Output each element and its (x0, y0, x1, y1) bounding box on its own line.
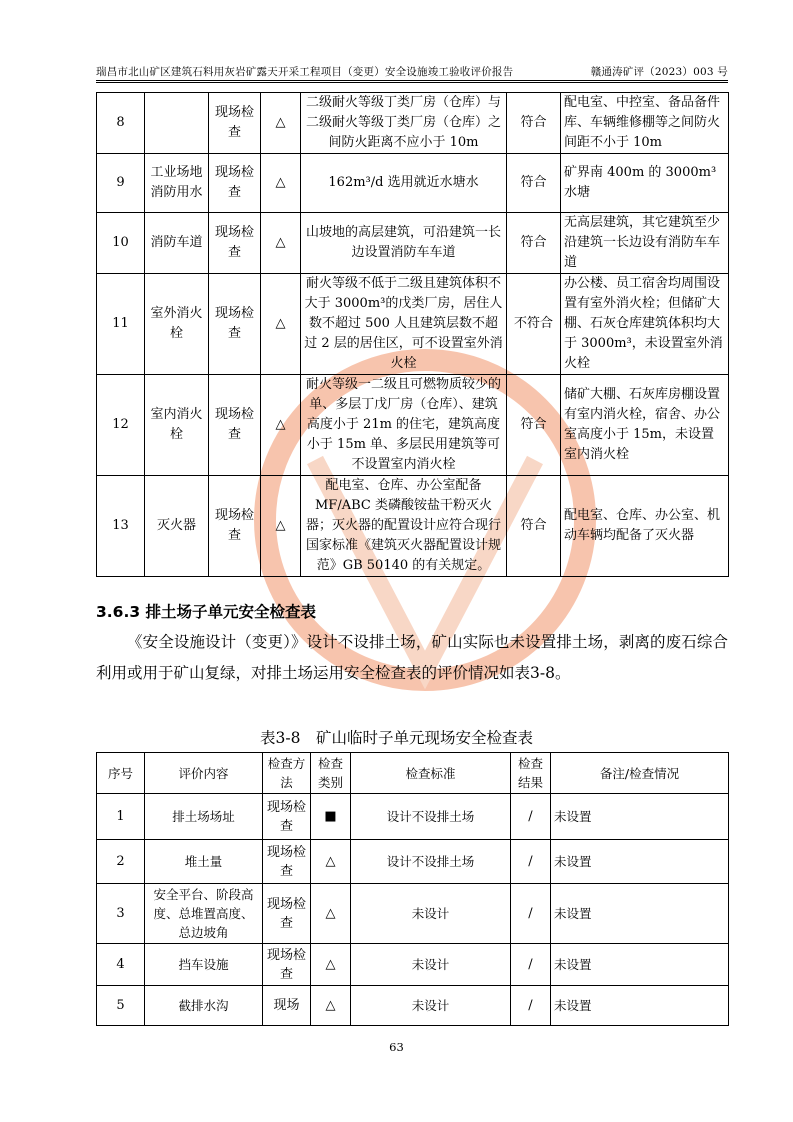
cell-note: 办公楼、员工宿舍均周围设置有室外消火栓；但储矿大棚、石灰仓库建筑体积均大于 3000m³，未设置室外消火栓 (561, 274, 729, 375)
cell-standard: 设计不设排土场 (351, 840, 511, 884)
cell-standard: 162m³/d 选用就近水塘水 (301, 154, 507, 213)
cell-item: 堆土量 (145, 840, 263, 884)
cell-method: 现场检查 (209, 375, 261, 476)
section-heading: 3.6.3 排土场子单元安全检查表 (96, 603, 317, 621)
cell-result: 不符合 (507, 274, 561, 375)
cell-item (145, 93, 209, 154)
cell-standard: 未设计 (351, 986, 511, 1026)
section-paragraph: 《安全设施设计（变更）》设计不设排土场，矿山实际也未设置排土场，剥离的废石综合利用或用于矿山复绿，对排土场运用安全检查表的评价情况如表3-8。 (96, 633, 728, 682)
table-row (97, 154, 729, 213)
cell-cls: △ (261, 154, 301, 213)
cell-standard: 二级耐火等级丁类厂房（仓库）与二级耐火等级丁类厂房（仓库）之间防火距离不应小于 10m (301, 93, 507, 154)
cell-no: 4 (97, 944, 145, 986)
cell-result: / (511, 944, 551, 986)
cell-result: 符合 (507, 476, 561, 577)
cell-standard: 耐火等级不低于二级且建筑体积不大于 3000m³的戊类厂房，居住人数不超过 500 人且建筑层数不超过 2 层的居住区，可不设置室外消火栓 (301, 274, 507, 375)
cell-no: 3 (97, 884, 145, 944)
table-row (97, 884, 729, 944)
page-number: 63 (389, 1040, 404, 1054)
column-header: 检查标准 (351, 753, 511, 794)
cell-method: 现场检查 (209, 274, 261, 375)
header-rule (96, 80, 728, 81)
dump-site-check-table (96, 752, 729, 1026)
cell-cls: △ (311, 840, 351, 884)
cell-note: 矿界南 400m 的 3000m³ 水塘 (561, 154, 729, 213)
cell-note: 未设置 (551, 840, 729, 884)
cell-result: / (511, 840, 551, 884)
cell-result: 符合 (507, 93, 561, 154)
cell-item: 室内消火栓 (145, 375, 209, 476)
cell-item: 截排水沟 (145, 986, 263, 1026)
cell-no: 11 (97, 274, 145, 375)
cell-cls: △ (311, 884, 351, 944)
cell-no: 2 (97, 840, 145, 884)
cell-no: 12 (97, 375, 145, 476)
table-row (97, 986, 729, 1026)
table-row (97, 274, 729, 375)
cell-method: 现场检查 (263, 944, 311, 986)
cell-item: 工业场地消防用水 (145, 154, 209, 213)
cell-method: 现场检查 (209, 154, 261, 213)
cell-no: 8 (97, 93, 145, 154)
fire-safety-check-table (96, 92, 729, 577)
cell-method: 现场检查 (209, 93, 261, 154)
cell-note: 配电室、仓库、办公室、机动车辆均配备了灭火器 (561, 476, 729, 577)
report-title: 瑞昌市北山矿区建筑石料用灰岩矿露天开采工程项目（变更）安全设施竣工验收评价报告 (96, 66, 514, 78)
page-header (96, 60, 728, 78)
cell-method: 现场检查 (263, 884, 311, 944)
cell-method: 现场检查 (263, 794, 311, 840)
column-header: 检查方法 (263, 753, 311, 794)
cell-standard: 山坡地的高层建筑，可沿建筑一长边设置消防车车道 (301, 213, 507, 274)
column-header: 序号 (97, 753, 145, 794)
table-row (97, 93, 729, 154)
cell-result: 符合 (507, 375, 561, 476)
column-header: 评价内容 (145, 753, 263, 794)
cell-item: 安全平台、阶段高度、总堆置高度、总边坡角 (145, 884, 263, 944)
cell-result: / (511, 794, 551, 840)
table-header-row (97, 753, 729, 794)
cell-standard: 未设计 (351, 884, 511, 944)
cell-result: 符合 (507, 154, 561, 213)
cell-no: 9 (97, 154, 145, 213)
header-rule-thin (96, 82, 728, 83)
cell-cls: △ (261, 476, 301, 577)
cell-cls: △ (311, 944, 351, 986)
column-header: 检查类别 (311, 753, 351, 794)
cell-method: 现场 (263, 986, 311, 1026)
cell-note: 未设置 (551, 944, 729, 986)
cell-result: / (511, 986, 551, 1026)
cell-cls: △ (261, 375, 301, 476)
cell-note: 未设置 (551, 884, 729, 944)
cell-no: 5 (97, 986, 145, 1026)
cell-no: 10 (97, 213, 145, 274)
cell-standard: 耐火等级一二级且可燃物质较少的单、多层丁戊厂房（仓库）、建筑高度小于 21m 的住宅，建筑高度小于 15m 单、多层民用建筑等可不设置室内消火栓 (301, 375, 507, 476)
cell-no: 13 (97, 476, 145, 577)
cell-item: 排土场场址 (145, 794, 263, 840)
table-row (97, 794, 729, 840)
cell-method: 现场检查 (209, 213, 261, 274)
table-row (97, 476, 729, 577)
cell-cls: △ (261, 93, 301, 154)
cell-note: 无高层建筑，其它建筑至少沿建筑一长边设有消防车车道 (561, 213, 729, 274)
cell-result: 符合 (507, 213, 561, 274)
table-row (97, 375, 729, 476)
cell-standard: 配电室、仓库、办公室配备 MF/ABC 类磷酸铵盐干粉灭火器；灭火器的配置设计应符合现行国家标准《建筑灭火器配置设计规范》GB 50140 的有关规定。 (301, 476, 507, 577)
report-code: 赣通涛矿评（2023）003 号 (590, 66, 728, 78)
cell-cls: ■ (311, 794, 351, 840)
cell-item: 室外消火栓 (145, 274, 209, 375)
cell-cls: △ (261, 213, 301, 274)
cell-item: 挡车设施 (145, 944, 263, 986)
cell-no: 1 (97, 794, 145, 840)
cell-standard: 未设计 (351, 944, 511, 986)
column-header: 备注/检查情况 (551, 753, 729, 794)
table-row (97, 944, 729, 986)
column-header: 检查结果 (511, 753, 551, 794)
cell-item: 灭火器 (145, 476, 209, 577)
cell-item: 消防车道 (145, 213, 209, 274)
cell-result: / (511, 884, 551, 944)
cell-method: 现场检查 (209, 476, 261, 577)
cell-method: 现场检查 (263, 840, 311, 884)
table-row (97, 840, 729, 884)
cell-cls: △ (311, 986, 351, 1026)
cell-note: 配电室、中控室、备品备件库、车辆维修棚等之间防火间距不小于 10m (561, 93, 729, 154)
cell-standard: 设计不设排土场 (351, 794, 511, 840)
cell-note: 未设置 (551, 794, 729, 840)
cell-cls: △ (261, 274, 301, 375)
table-caption: 表3-8 矿山临时子单元现场安全检查表 (260, 729, 533, 747)
cell-note: 储矿大棚、石灰库房棚设置有室内消火栓，宿舍、办公室高度小于 15m，未设置室内消火栓 (561, 375, 729, 476)
table-row (97, 213, 729, 274)
cell-note: 未设置 (551, 986, 729, 1026)
